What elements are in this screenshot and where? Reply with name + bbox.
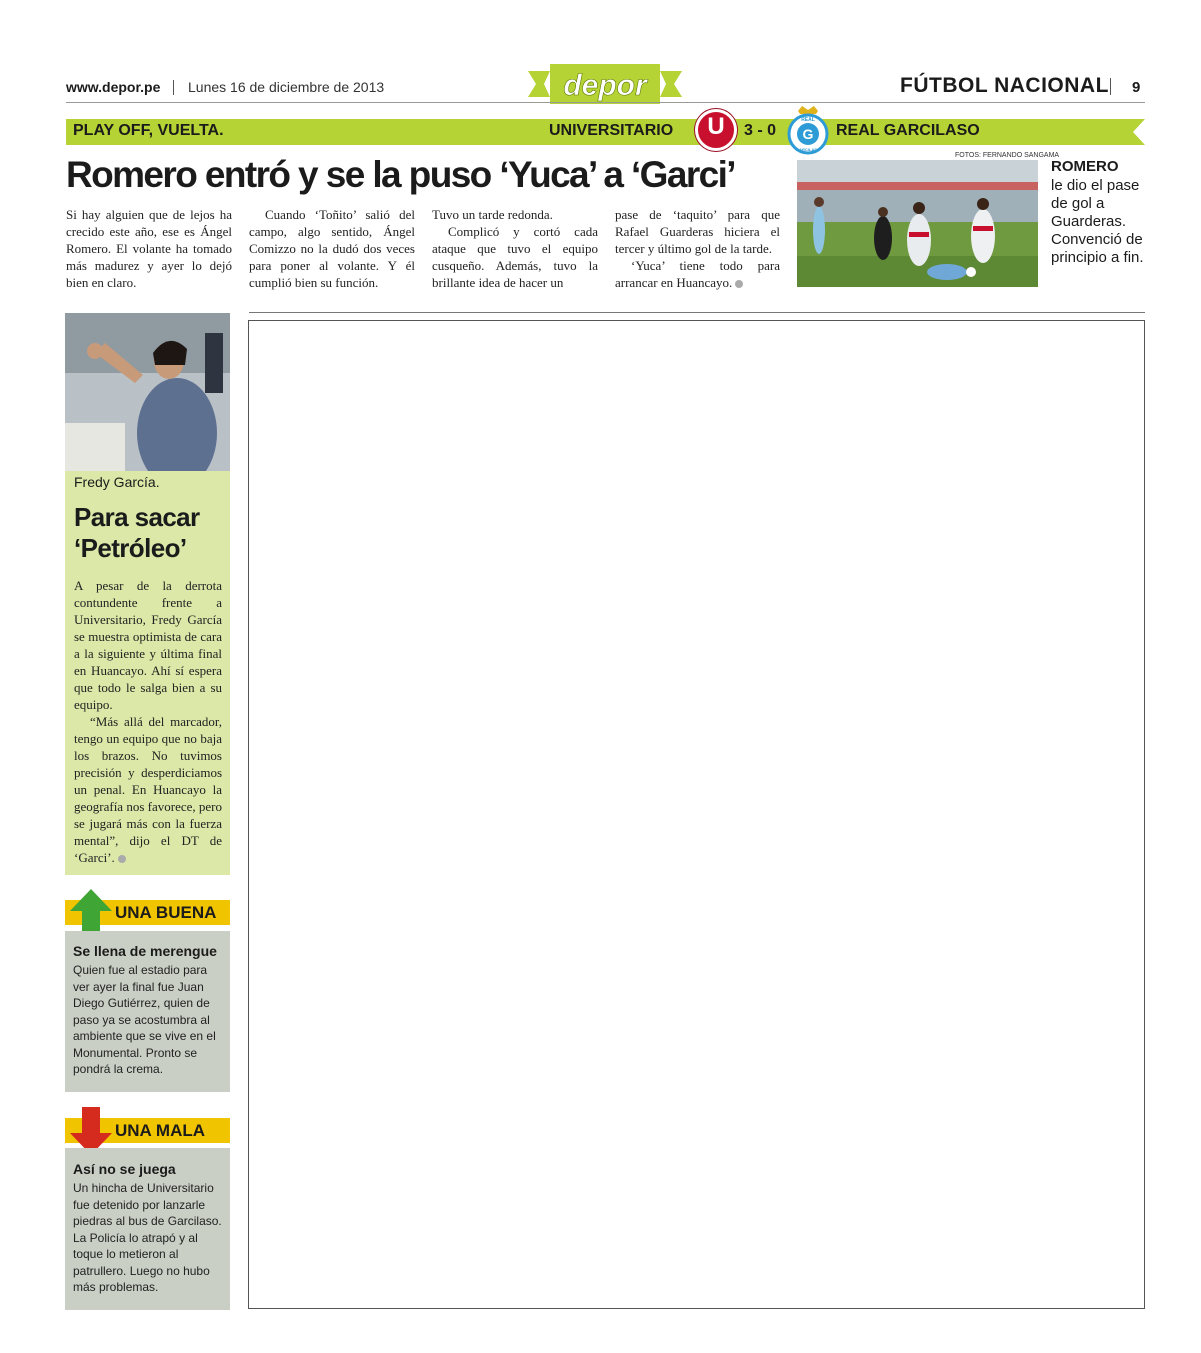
depor-logo [528, 62, 682, 106]
article-column [432, 206, 598, 291]
article-column [615, 206, 780, 291]
logo-ribbon [528, 71, 550, 97]
universitario-crest-letter: U [707, 113, 725, 140]
garcilaso-crest-ring-top: REAL [801, 117, 815, 123]
logo-text: depor [563, 69, 647, 102]
site-url[interactable]: www.depor.pe [66, 79, 161, 95]
home-team: UNIVERSITARIO [549, 122, 674, 139]
garcilaso-crest-letter: G [802, 126, 814, 142]
content-frame [248, 320, 1145, 1309]
coach-photo-caption: Fredy García. [74, 474, 160, 490]
article-paragraph: Si hay alguien que de lejos ha crecido este año, ese es Ángel Romero. El volante ha tomado más madurez y ayer lo dejó bien en claro. [66, 207, 232, 290]
section-title: FÚTBOL NACIONAL [900, 74, 1109, 97]
issue-date: Lunes 16 de diciembre de 2013 [188, 79, 385, 95]
photo-caption-body: le dio el pase de gol a Guarderas. Convenció de principio a fin. [1051, 177, 1144, 266]
bad-news-body: Un hincha de Universitario fue detenido por lanzarle piedras al bus de Garcilaso. La Policía lo atrapó y al toque lo metieron al patrullero. Luego no hubo más problemas. [73, 1181, 222, 1294]
good-news-label: UNA BUENA [115, 903, 217, 922]
article-paragraph: pase de ‘taquito’ para que Rafael Guarderas hiciera el tercer y último gol de la tarde. [615, 207, 780, 256]
article-paragraph-text: ‘Yuca’ tiene todo para arrancar en Huancayo. [615, 258, 780, 290]
sidebar-paragraph [74, 713, 222, 866]
good-news-body: Quien fue al estadio para ver ayer la final fue Juan Diego Gutiérrez, quien de paso ya se acostumbra al ambiente que se vive en el Monumental. Pronto se pondrá la crema. [73, 963, 216, 1076]
good-news-title: Se llena de merengue [73, 943, 217, 959]
logo-ribbon [660, 71, 682, 97]
article-column [249, 206, 415, 291]
sidebar-paragraph: A pesar de la derrota contundente frente a Universitario, Fredy García se muestra optimista de cara a la siguiente y última final en Huancayo. Ahí sí espera que todo le salga bien a su equipo. [74, 578, 222, 712]
photo-caption-title: ROMERO [1051, 158, 1119, 175]
garcilaso-crest-icon [785, 105, 831, 155]
end-mark-icon [118, 855, 126, 863]
photo-credit: FOTOS: FERNANDO SANGAMA [955, 152, 1060, 159]
article-headline: Romero entró y se la puso ‘Yuca’ a ‘Garci’ [66, 154, 735, 195]
end-mark-icon [735, 280, 743, 288]
match-photo [797, 160, 1038, 287]
garcilaso-crest-ring-bottom: GARCILASO [796, 147, 820, 152]
article-column [66, 206, 232, 291]
section-rule [249, 312, 1145, 313]
match-stage-label: PLAY OFF, VUELTA. [73, 122, 224, 139]
page-number: 9 [1132, 79, 1141, 96]
bad-news-label: UNA MALA [115, 1121, 206, 1140]
sidebar-quote: “Más allá del marcador, tengo un equipo que no baja los brazos. No tuvimos precisión y desperdiciamos un penal. En Huancayo la geografía nos favorece, pero se jugará más con la fuerza mental”, dijo el DT de ‘Garci’. [74, 714, 222, 865]
bad-news-title: Así no se juega [73, 1161, 176, 1177]
arrow-up-icon [70, 889, 112, 937]
sidebar-text [74, 577, 222, 866]
article-paragraph [615, 257, 780, 291]
header-divider [173, 80, 174, 95]
away-team: REAL GARCILASO [836, 122, 980, 139]
article-paragraph: Tuvo un tarde redonda. [432, 207, 553, 222]
match-score: 3 - 0 [744, 122, 777, 139]
article-paragraph: Complicó y cortó cada ataque que tuvo el equipo cusqueño. Además, tuvo la brillante idea de hacer un [432, 224, 598, 290]
coach-photo [65, 313, 230, 471]
sidebar-title: Para sacar ‘Petróleo’ [74, 502, 200, 563]
header-rule [66, 102, 1145, 103]
header-divider [1110, 78, 1111, 95]
article-paragraph: Cuando ‘Toñito’ salió del campo, algo sentido, Ángel Comizzo no la dudó dos veces para poner al volante. Y él cumplió bien su función. [249, 207, 415, 290]
